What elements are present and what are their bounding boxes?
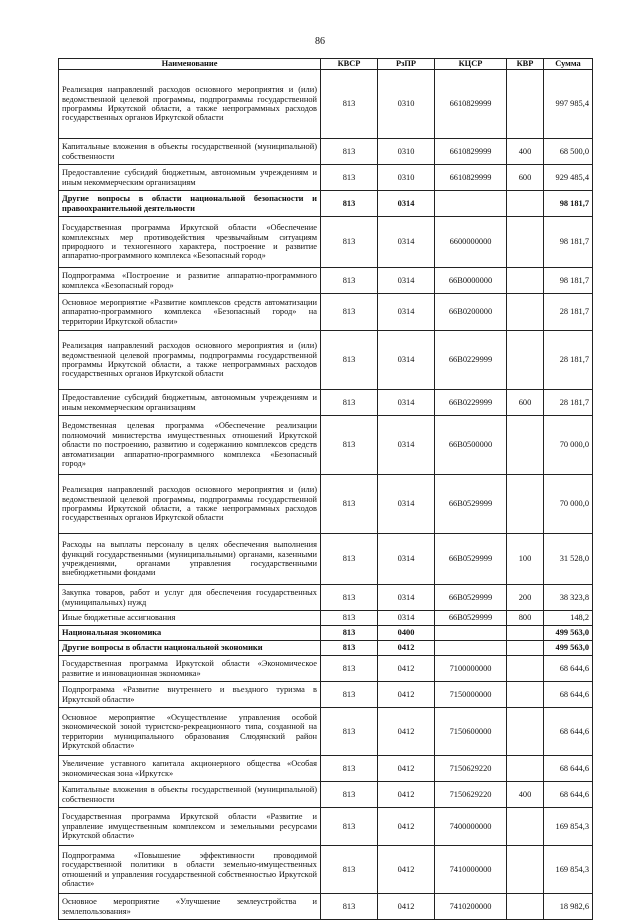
- row-kvr: 200: [507, 585, 544, 611]
- table-header-row: [59, 59, 593, 70]
- table-row: [59, 682, 593, 708]
- row-name: Реализация направлений расходов основного мероприятия и (или) ведомственной целевой программы, подпрограммы государственной программы Иркутской области, а также непрограммных расходов государственных органов Иркутской области: [59, 70, 321, 139]
- table-row: [59, 331, 593, 390]
- row-kvr: [507, 70, 544, 139]
- row-name: Основное мероприятие «Улучшение землеустройства и землепользования»: [59, 894, 321, 920]
- row-kvr: [507, 682, 544, 708]
- row-kcsr: 66В0529999: [435, 585, 507, 611]
- row-kcsr: 66В0229999: [435, 331, 507, 390]
- row-sum: 70 000,0: [544, 416, 593, 475]
- row-name: Предоставление субсидий бюджетным, автономным учреждениям и иным некоммерческим организациям: [59, 165, 321, 191]
- row-kvsr: 813: [321, 656, 378, 682]
- row-rzpr: 0310: [378, 70, 435, 139]
- row-kcsr: 66В0500000: [435, 416, 507, 475]
- row-rzpr: 0310: [378, 139, 435, 165]
- row-rzpr: 0412: [378, 656, 435, 682]
- row-kcsr: 6610829999: [435, 70, 507, 139]
- row-rzpr: 0314: [378, 268, 435, 294]
- row-kvsr: 813: [321, 641, 378, 656]
- table-row: [59, 294, 593, 331]
- row-name: Капитальные вложения в объекты государственной (муниципальной) собственности: [59, 782, 321, 808]
- row-kvsr: 813: [321, 585, 378, 611]
- row-kvr: 600: [507, 165, 544, 191]
- row-sum: 98 181,7: [544, 191, 593, 217]
- header-kcsr: КЦСР: [435, 59, 507, 70]
- row-kvr: 800: [507, 611, 544, 626]
- row-name: Основное мероприятие «Осуществление управления особой экономической зоной туристско-рекреационного типа, созданной на территории муниципального образования Слюдянский район Иркутской области»: [59, 708, 321, 756]
- table-row: [59, 626, 593, 641]
- row-sum: 98 181,7: [544, 217, 593, 268]
- row-kcsr: [435, 641, 507, 656]
- row-kvr: [507, 894, 544, 920]
- row-rzpr: 0412: [378, 641, 435, 656]
- row-kvr: [507, 626, 544, 641]
- row-kvsr: 813: [321, 268, 378, 294]
- row-rzpr: 0412: [378, 756, 435, 782]
- row-kcsr: 7150629220: [435, 756, 507, 782]
- row-sum: 98 181,7: [544, 268, 593, 294]
- row-kvr: [507, 416, 544, 475]
- row-kvr: [507, 641, 544, 656]
- row-rzpr: 0412: [378, 708, 435, 756]
- row-kvr: [507, 808, 544, 846]
- row-name: Капитальные вложения в объекты государственной (муниципальной) собственности: [59, 139, 321, 165]
- table-row: [59, 756, 593, 782]
- row-kcsr: 66В0529999: [435, 475, 507, 534]
- row-sum: 68 644,6: [544, 782, 593, 808]
- row-sum: 68 644,6: [544, 708, 593, 756]
- row-name: Реализация направлений расходов основного мероприятия и (или) ведомственной целевой программы, подпрограммы государственной программы Иркутской области, а также непрограммных расходов государственных органов Иркутской области: [59, 475, 321, 534]
- row-sum: 997 985,4: [544, 70, 593, 139]
- row-kvsr: 813: [321, 416, 378, 475]
- row-sum: 169 854,3: [544, 808, 593, 846]
- table-row: [59, 139, 593, 165]
- row-name: Ведомственная целевая программа «Обеспечение реализации полномочий министерства имущественных отношений Иркутской области по построению, развитию и содержанию комплексов средств автоматизации аппаратно-программного комплекса «Безопасный город»: [59, 416, 321, 475]
- row-sum: 68 500,0: [544, 139, 593, 165]
- row-rzpr: 0412: [378, 682, 435, 708]
- row-sum: 28 181,7: [544, 294, 593, 331]
- row-rzpr: 0314: [378, 331, 435, 390]
- row-rzpr: 0314: [378, 390, 435, 416]
- row-rzpr: 0314: [378, 475, 435, 534]
- table-row: [59, 191, 593, 217]
- row-name: Увеличение уставного капитала акционерного общества «Особая экономическая зона «Иркутск»: [59, 756, 321, 782]
- row-kvr: [507, 846, 544, 894]
- row-kvsr: 813: [321, 682, 378, 708]
- table-row: [59, 846, 593, 894]
- row-rzpr: 0314: [378, 534, 435, 585]
- row-kvsr: 813: [321, 611, 378, 626]
- row-kcsr: 7150600000: [435, 708, 507, 756]
- row-kvsr: 813: [321, 534, 378, 585]
- row-rzpr: 0412: [378, 782, 435, 808]
- row-kvr: 100: [507, 534, 544, 585]
- row-kcsr: [435, 626, 507, 641]
- table-row: [59, 416, 593, 475]
- header-rzpr: РзПР: [378, 59, 435, 70]
- table-row: [59, 708, 593, 756]
- row-kcsr: [435, 191, 507, 217]
- row-kcsr: 7400000000: [435, 808, 507, 846]
- table-row: [59, 641, 593, 656]
- row-kvr: [507, 191, 544, 217]
- table-row: [59, 808, 593, 846]
- row-kcsr: 66В0529999: [435, 534, 507, 585]
- row-kcsr: 6600000000: [435, 217, 507, 268]
- row-kcsr: 7150000000: [435, 682, 507, 708]
- row-kvr: 400: [507, 782, 544, 808]
- row-rzpr: 0412: [378, 808, 435, 846]
- row-name: Предоставление субсидий бюджетным, автономным учреждениям и иным некоммерческим организациям: [59, 390, 321, 416]
- row-name: Государственная программа Иркутской области «Экономическое развитие и инновационная экономика»: [59, 656, 321, 682]
- header-kvr: КВР: [507, 59, 544, 70]
- table-row: [59, 585, 593, 611]
- row-kvr: [507, 331, 544, 390]
- row-rzpr: 0314: [378, 611, 435, 626]
- row-sum: 70 000,0: [544, 475, 593, 534]
- row-name: Другие вопросы в области национальной безопасности и правоохранительной деятельности: [59, 191, 321, 217]
- row-kvsr: 813: [321, 331, 378, 390]
- row-kcsr: 7410000000: [435, 846, 507, 894]
- table-row: [59, 534, 593, 585]
- row-kvsr: 813: [321, 708, 378, 756]
- table-row: [59, 165, 593, 191]
- row-kvsr: 813: [321, 475, 378, 534]
- row-kcsr: 66В0000000: [435, 268, 507, 294]
- row-kvr: [507, 656, 544, 682]
- row-kvr: 600: [507, 390, 544, 416]
- row-kvsr: 813: [321, 294, 378, 331]
- row-name: Иные бюджетные ассигнования: [59, 611, 321, 626]
- page-number: 86: [315, 36, 325, 47]
- row-sum: 169 854,3: [544, 846, 593, 894]
- row-kvr: [507, 268, 544, 294]
- row-kcsr: 7100000000: [435, 656, 507, 682]
- row-sum: 28 181,7: [544, 331, 593, 390]
- row-sum: 31 528,0: [544, 534, 593, 585]
- row-name: Закупка товаров, работ и услуг для обеспечения государственных (муниципальных) нужд: [59, 585, 321, 611]
- row-kvr: [507, 708, 544, 756]
- row-sum: 499 563,0: [544, 626, 593, 641]
- row-kvr: [507, 756, 544, 782]
- row-kvsr: 813: [321, 165, 378, 191]
- row-sum: 68 644,6: [544, 756, 593, 782]
- row-kvsr: 813: [321, 70, 378, 139]
- table-row: [59, 70, 593, 139]
- row-kcsr: 7150629220: [435, 782, 507, 808]
- budget-table: [58, 58, 593, 920]
- row-name: Подпрограмма «Развитие внутреннего и въездного туризма в Иркутской области»: [59, 682, 321, 708]
- row-sum: 499 563,0: [544, 641, 593, 656]
- table-row: [59, 656, 593, 682]
- row-rzpr: 0314: [378, 294, 435, 331]
- row-rzpr: 0314: [378, 585, 435, 611]
- row-name: Основное мероприятие «Развитие комплексов средств автоматизации аппаратно-программного комплекса «Безопасный город» на территории Иркутской области»: [59, 294, 321, 331]
- row-sum: 28 181,7: [544, 390, 593, 416]
- row-rzpr: 0310: [378, 165, 435, 191]
- row-name: Государственная программа Иркутской области «Обеспечение комплексных мер противодействия чрезвычайным ситуациям природного и техногенного характера, построение и развитие аппаратно-программного комплекса «Безопасный город»: [59, 217, 321, 268]
- table-row: [59, 217, 593, 268]
- row-kcsr: 6610829999: [435, 165, 507, 191]
- header-sum: Сумма: [544, 59, 593, 70]
- table-row: [59, 782, 593, 808]
- row-kvr: [507, 217, 544, 268]
- table-row: [59, 475, 593, 534]
- row-rzpr: 0412: [378, 846, 435, 894]
- row-sum: 929 485,4: [544, 165, 593, 191]
- row-kvsr: 813: [321, 191, 378, 217]
- table-row: [59, 390, 593, 416]
- row-name: Подпрограмма «Повышение эффективности проводимой государственной политики в области земельно-имущественных отношений и управления государственной собственностью Иркутской области»: [59, 846, 321, 894]
- row-rzpr: 0314: [378, 191, 435, 217]
- row-sum: 148,2: [544, 611, 593, 626]
- row-rzpr: 0412: [378, 894, 435, 920]
- table-row: [59, 268, 593, 294]
- table-row: [59, 611, 593, 626]
- row-kcsr: 6610829999: [435, 139, 507, 165]
- header-kvsr: КВСР: [321, 59, 378, 70]
- row-kcsr: 7410200000: [435, 894, 507, 920]
- row-kvsr: 813: [321, 782, 378, 808]
- row-kcsr: 66В0229999: [435, 390, 507, 416]
- row-kvsr: 813: [321, 846, 378, 894]
- row-kvr: [507, 294, 544, 331]
- row-kvsr: 813: [321, 139, 378, 165]
- table-row: [59, 894, 593, 920]
- row-name: Национальная экономика: [59, 626, 321, 641]
- row-name: Расходы на выплаты персоналу в целях обеспечения выполнения функций государственными (муниципальными) органами, казенными учреждениями, органами управления государственными внебюджетными фондами: [59, 534, 321, 585]
- row-name: Государственная программа Иркутской области «Развитие и управление имущественным комплексом и земельными ресурсами Иркутской области»: [59, 808, 321, 846]
- row-kvsr: 813: [321, 217, 378, 268]
- row-rzpr: 0400: [378, 626, 435, 641]
- row-name: Реализация направлений расходов основного мероприятия и (или) ведомственной целевой программы, подпрограммы государственной программы Иркутской области, а также непрограммных расходов государственных органов Иркутской области: [59, 331, 321, 390]
- row-name: Подпрограмма «Построение и развитие аппаратно-программного комплекса «Безопасный город»: [59, 268, 321, 294]
- row-sum: 18 982,6: [544, 894, 593, 920]
- row-kvr: 400: [507, 139, 544, 165]
- row-kvsr: 813: [321, 390, 378, 416]
- row-kcsr: 66В0200000: [435, 294, 507, 331]
- row-kvsr: 813: [321, 626, 378, 641]
- header-name: Наименование: [59, 59, 321, 70]
- row-kvsr: 813: [321, 756, 378, 782]
- row-kvsr: 813: [321, 808, 378, 846]
- row-rzpr: 0314: [378, 217, 435, 268]
- row-kvr: [507, 475, 544, 534]
- row-sum: 68 644,6: [544, 656, 593, 682]
- row-kcsr: 66В0529999: [435, 611, 507, 626]
- row-rzpr: 0314: [378, 416, 435, 475]
- row-kvsr: 813: [321, 894, 378, 920]
- row-sum: 38 323,8: [544, 585, 593, 611]
- row-sum: 68 644,6: [544, 682, 593, 708]
- row-name: Другие вопросы в области национальной экономики: [59, 641, 321, 656]
